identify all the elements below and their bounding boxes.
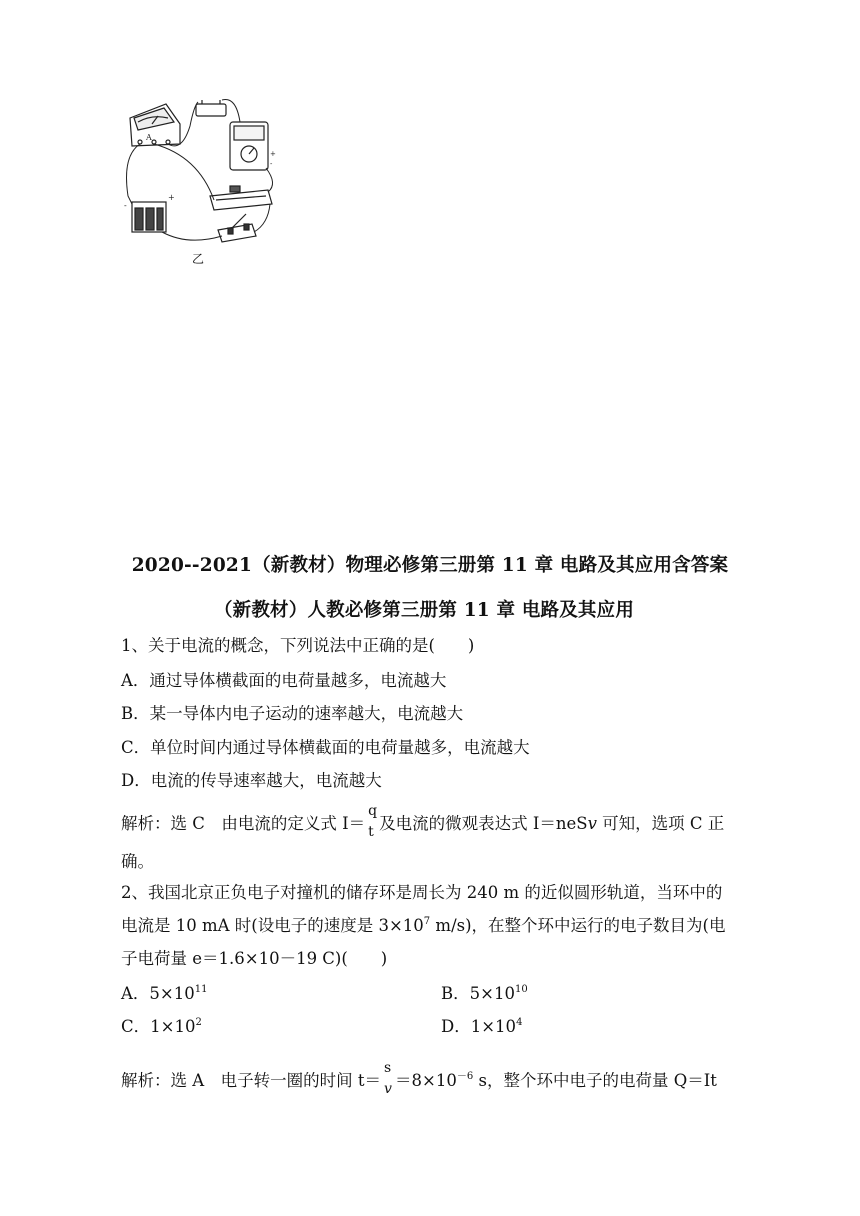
option-text: C．1×10 — [121, 1017, 196, 1036]
ammeter-icon — [130, 104, 180, 146]
question-2-option-d — [441, 1013, 522, 1037]
question-1-option-d: D．电流的传导速率越大，电流越大 — [121, 771, 382, 790]
resistor-icon — [196, 100, 226, 116]
exponent: 4 — [516, 1017, 523, 1028]
document-subtitle: （新教材）人教必修第三册第 11 章 电路及其应用 — [213, 600, 635, 621]
fraction-denominator: v — [384, 1080, 392, 1097]
analysis-text: 解析：选 C 由电流的定义式 I＝ — [121, 814, 366, 833]
exponent: －6 — [456, 1071, 474, 1082]
question-1-option-b: B．某一导体内电子运动的速率越大，电流越大 — [121, 704, 464, 723]
exponent: 11 — [194, 984, 208, 995]
question-2-option-c — [121, 1013, 202, 1037]
fraction-numerator: q — [368, 802, 378, 819]
svg-text:+: + — [168, 193, 175, 202]
question-2-analysis — [121, 1059, 717, 1097]
switch-icon — [218, 214, 256, 242]
analysis-text: 可知，选项 C 正 — [596, 814, 725, 833]
question-1-analysis-end: 确。 — [121, 852, 154, 871]
analysis-text: s，整个环中电子的电荷量 Q＝It — [473, 1071, 717, 1090]
svg-text:+: + — [270, 150, 276, 158]
question-2-stem-line-2 — [121, 912, 725, 936]
question-1-analysis — [121, 802, 725, 840]
question-1-option-a: A．通过导体横截面的电荷量越多，电流越大 — [121, 671, 447, 690]
circuit-diagram — [118, 96, 288, 266]
svg-text:-: - — [270, 160, 273, 168]
question-2-stem-line-3: 子电荷量 e＝1.6×10－19 C)( ) — [121, 949, 388, 968]
figure-label: 乙 — [192, 252, 205, 266]
svg-text:A: A — [146, 133, 152, 142]
exponent: 2 — [195, 1017, 202, 1028]
question-2-stem-line-1: 2、我国北京正负电子对撞机的储存环是周长为 240 m 的近似圆形轨道，当环中的 — [121, 883, 723, 902]
document-title: 2020--2021（新教材）物理必修第三册第 11 章 电路及其应用含答案 — [131, 555, 729, 576]
fraction-denominator: t — [368, 823, 374, 840]
analysis-text: 解析：选 A 电子转一圈的时间 t＝ — [121, 1071, 382, 1090]
option-text: B．5×10 — [441, 984, 515, 1003]
exponent: 10 — [514, 984, 528, 995]
option-text: D．1×10 — [441, 1017, 517, 1036]
question-2-option-a — [121, 980, 207, 1004]
analysis-text: ＝8×10 — [395, 1071, 457, 1090]
svg-text:-: - — [124, 201, 127, 210]
battery-icon — [124, 193, 175, 232]
stem-text: 电流是 10 mA 时(设电子的速度是 3×10 — [121, 916, 424, 935]
question-1-stem: 1、关于电流的概念，下列说法中正确的是( ) — [121, 636, 475, 655]
fraction-q-over-t — [366, 802, 378, 840]
rheostat-icon — [210, 186, 272, 210]
velocity-symbol: v — [587, 814, 597, 833]
multimeter-icon — [230, 122, 276, 170]
fraction-s-over-v — [382, 1059, 394, 1097]
analysis-text: 及电流的微观表达式 I＝neS — [379, 814, 588, 833]
stem-text: m/s)，在整个环中运行的电子数目为(电 — [430, 916, 726, 935]
exponent: 7 — [423, 916, 431, 927]
option-text: A．5×10 — [121, 984, 195, 1003]
question-2-option-b — [441, 980, 528, 1004]
question-1-option-c: C．单位时间内通过导体横截面的电荷量越多，电流越大 — [121, 738, 530, 757]
fraction-numerator: s — [384, 1059, 392, 1076]
